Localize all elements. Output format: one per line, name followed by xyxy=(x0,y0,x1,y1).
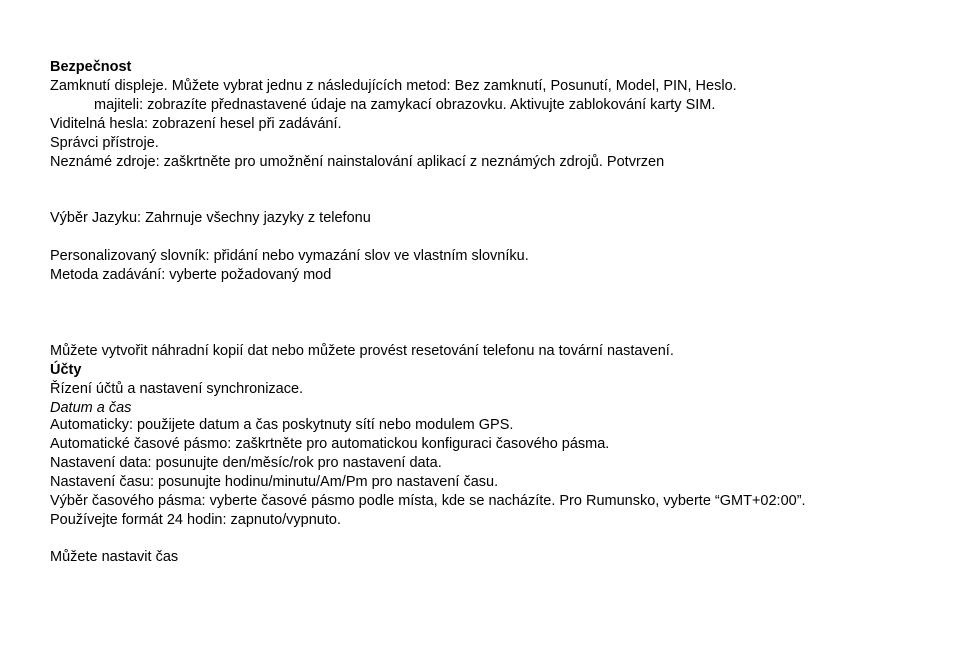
alarm-set-time-text: Můžete nastavit čas xyxy=(50,549,179,565)
datetime-set-date-text: Nastavení data: posunujte den/měsíc/rok pro nastavení data. xyxy=(50,455,442,471)
input-method-text: Metoda zadávání: vyberte požadovaný mod xyxy=(50,267,332,283)
security-heading: Bezpečnost xyxy=(50,59,132,75)
datetime-automatic-text: Automaticky: použijete datum a čas poskytnuty sítí nebo modulem GPS. xyxy=(50,417,514,433)
datetime-heading: Datum a čas xyxy=(50,400,132,416)
datetime-set-time-text: Nastavení času: posunujte hodinu/minutu/Am/Pm pro nastavení času. xyxy=(50,474,499,490)
datetime-select-timezone-text: Výběr časového pásma: vyberte časové pásmo podle místa, kde se nacházíte. Pro Rumunsko, vyberte “GMT+02:00”. xyxy=(50,493,806,509)
security-visible-passwords-text: Viditelná hesla: zobrazení hesel při zadávání. xyxy=(50,116,342,132)
security-screen-lock-text: Zamknutí displeje. Můžete vybrat jednu z následujících metod: Bez zamknutí, Posunutí, Model, PIN, Heslo. xyxy=(50,78,737,94)
accounts-heading: Účty xyxy=(50,362,82,378)
accounts-sync-text: Řízení účtů a nastavení synchronizace. xyxy=(50,381,304,397)
datetime-auto-timezone-text: Automatické časové pásmo: zaškrtněte pro automatickou konfiguraci časového pásma. xyxy=(50,436,610,452)
personal-dictionary-text: Personalizovaný slovník: přidání nebo vymazání slov ve vlastním slovníku. xyxy=(50,248,529,264)
security-owner-info-text: majiteli: zobrazíte přednastavené údaje na zamykací obrazovku. Aktivujte zablokování karty SIM. xyxy=(94,97,716,113)
security-device-admins-text: Správci přístroje. xyxy=(50,135,159,151)
language-selection-text: Výběr Jazyku: Zahrnuje všechny jazyky z telefonu xyxy=(50,210,371,226)
security-unknown-sources-text: Neznámé zdroje: zaškrtněte pro umožnění nainstalování aplikací z neznámých zdrojů. Potvrzen xyxy=(50,154,665,170)
backup-reset-text: Můžete vytvořit náhradní kopií dat nebo můžete provést resetování telefonu na tovární nastavení. xyxy=(50,343,674,359)
datetime-24h-format-text: Používejte formát 24 hodin: zapnuto/vypnuto. xyxy=(50,512,341,528)
